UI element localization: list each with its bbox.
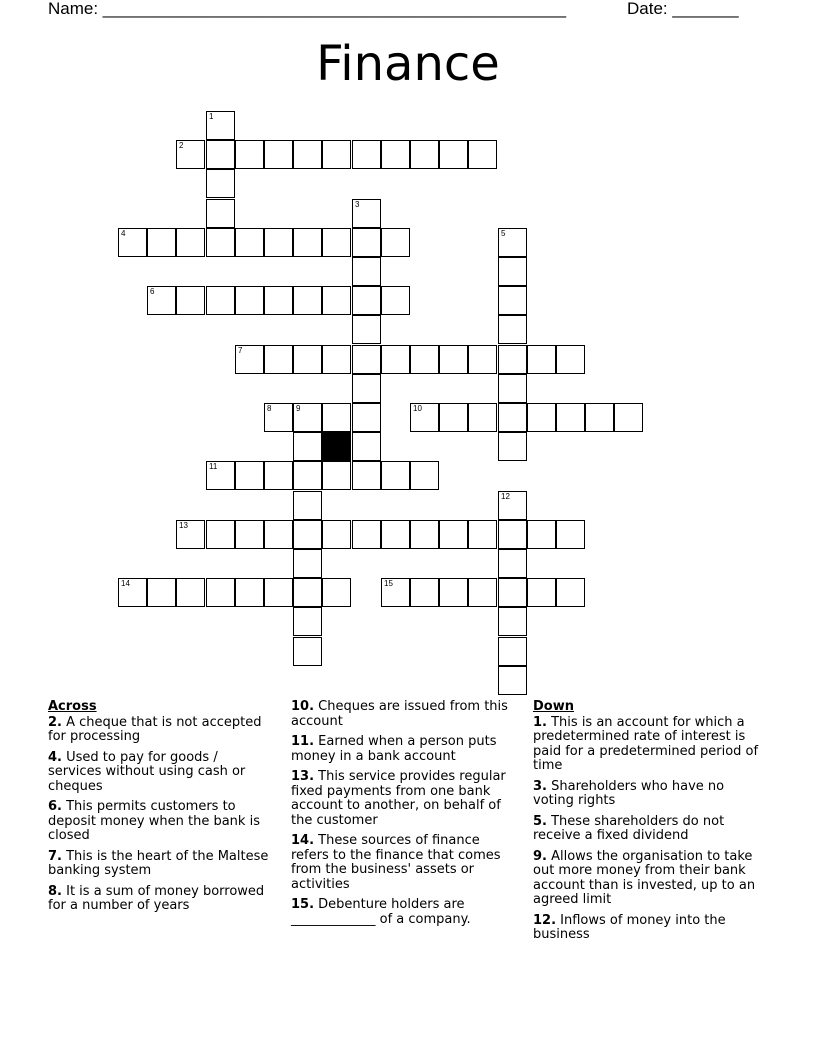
crossword-cell[interactable] [293, 286, 322, 315]
clue-number: 7 [238, 346, 243, 355]
clue-text: Debenture holders are _____________ of a company. [291, 897, 471, 927]
crossword-cell[interactable] [498, 315, 527, 344]
crossword-cell[interactable] [206, 169, 235, 198]
crossword-cell[interactable] [498, 520, 527, 549]
crossword-cell[interactable] [352, 432, 381, 461]
clue-text: This is the heart of the Maltese banking system [48, 848, 269, 878]
crossword-cell[interactable] [264, 461, 293, 490]
crossword-cell[interactable] [498, 286, 527, 315]
crossword-cell[interactable] [468, 140, 497, 169]
clue-number: 3 [355, 200, 360, 209]
crossword-cell[interactable] [527, 403, 556, 432]
crossword-cell[interactable] [498, 666, 527, 695]
crossword-cell[interactable] [293, 520, 322, 549]
clue-number: 3. [533, 778, 547, 794]
crossword-cell[interactable] [352, 228, 381, 257]
crossword-cell[interactable] [322, 140, 351, 169]
crossword-cell[interactable] [498, 228, 527, 257]
clue-number: 2. [48, 714, 62, 730]
crossword-cell[interactable] [439, 345, 468, 374]
crossword-cell[interactable] [293, 637, 322, 666]
crossword-cell[interactable] [235, 286, 264, 315]
clue-text: Shareholders who have no voting rights [533, 778, 725, 808]
crossword-cell[interactable] [264, 228, 293, 257]
crossword-cell[interactable] [235, 140, 264, 169]
clue-number: 13. [291, 769, 315, 784]
black-cell [322, 432, 351, 461]
clue-number: 12. [533, 912, 557, 928]
crossword-cell[interactable] [293, 345, 322, 374]
crossword-cell[interactable] [498, 432, 527, 461]
across-clue [48, 885, 273, 914]
crossword-cell[interactable] [206, 228, 235, 257]
crossword-cell[interactable] [176, 140, 205, 169]
across-clues-continued [291, 700, 519, 933]
across-heading: Across [48, 699, 97, 714]
crossword-cell[interactable] [352, 520, 381, 549]
page-title: Finance [316, 36, 500, 92]
crossword-cell[interactable] [439, 520, 468, 549]
crossword-cell[interactable] [556, 520, 585, 549]
clue-number: 10 [413, 404, 422, 413]
crossword-cell[interactable] [176, 228, 205, 257]
crossword-cell[interactable] [235, 461, 264, 490]
crossword-cell[interactable] [264, 520, 293, 549]
clue-text: These sources of finance refers to the finance that comes from the business' assets or activities [291, 833, 501, 892]
crossword-cell[interactable] [381, 345, 410, 374]
crossword-cell[interactable] [498, 607, 527, 636]
crossword-cell[interactable] [264, 140, 293, 169]
clue-number: 5 [501, 229, 506, 238]
crossword-cell[interactable] [322, 520, 351, 549]
crossword-cell[interactable] [293, 140, 322, 169]
clue-number: 5. [533, 813, 547, 829]
crossword-cell[interactable] [352, 315, 381, 344]
across-clue [48, 751, 273, 795]
crossword-cell[interactable] [118, 228, 147, 257]
down-clues-column [533, 700, 765, 949]
clue-number: 6 [150, 287, 155, 296]
crossword-cell[interactable] [556, 345, 585, 374]
crossword-cell[interactable] [381, 461, 410, 490]
crossword-cell[interactable] [206, 461, 235, 490]
down-clue [533, 815, 765, 844]
clue-number: 12 [501, 492, 510, 501]
crossword-cell[interactable] [352, 403, 381, 432]
clue-number: 4. [48, 749, 62, 765]
clue-number: 11 [209, 462, 218, 471]
crossword-cell[interactable] [410, 520, 439, 549]
crossword-cell[interactable] [468, 345, 497, 374]
crossword-cell[interactable] [352, 140, 381, 169]
crossword-cell[interactable] [235, 228, 264, 257]
clue-number: 8. [48, 883, 62, 899]
crossword-cell[interactable] [322, 578, 351, 607]
crossword-cell[interactable] [293, 461, 322, 490]
clue-number: 14. [291, 833, 315, 848]
clue-number: 9. [533, 848, 547, 864]
crossword-cell[interactable] [410, 140, 439, 169]
crossword-cell[interactable] [322, 228, 351, 257]
crossword-cell[interactable] [498, 257, 527, 286]
crossword-cell[interactable] [322, 461, 351, 490]
crossword-cell[interactable] [527, 345, 556, 374]
down-clue [533, 850, 765, 908]
crossword-cell[interactable] [147, 578, 176, 607]
crossword-cell[interactable] [147, 228, 176, 257]
across-clues-column [48, 700, 273, 920]
crossword-cell[interactable] [439, 140, 468, 169]
across-clue [48, 716, 273, 745]
crossword-cell[interactable] [235, 520, 264, 549]
crossword-cell[interactable] [381, 228, 410, 257]
crossword-cell[interactable] [410, 578, 439, 607]
clue-number: 8 [267, 404, 272, 413]
crossword-cell[interactable] [264, 286, 293, 315]
clue-text: It is a sum of money borrowed for a number of years [48, 883, 265, 913]
crossword-cell[interactable] [468, 520, 497, 549]
crossword-cell[interactable] [498, 345, 527, 374]
crossword-cell[interactable] [498, 578, 527, 607]
crossword-cell[interactable] [206, 520, 235, 549]
crossword-cell[interactable] [498, 637, 527, 666]
crossword-cell[interactable] [527, 578, 556, 607]
crossword-cell[interactable] [556, 578, 585, 607]
crossword-cell[interactable] [410, 461, 439, 490]
crossword-cell[interactable] [439, 578, 468, 607]
crossword-cell[interactable] [206, 140, 235, 169]
crossword-cell[interactable] [381, 578, 410, 607]
crossword-cell[interactable] [527, 520, 556, 549]
crossword-cell[interactable] [206, 199, 235, 228]
clue-number: 2 [179, 141, 184, 150]
clue-number: 14 [121, 579, 130, 588]
across-clue [291, 770, 519, 828]
crossword-cell[interactable] [293, 491, 322, 520]
clue-number: 7. [48, 848, 62, 864]
crossword-cell[interactable] [352, 286, 381, 315]
clue-text: Cheques are issued from this account [291, 699, 508, 729]
crossword-cell[interactable] [176, 578, 205, 607]
down-clue-list [533, 716, 765, 943]
crossword-cell[interactable] [206, 286, 235, 315]
crossword-cell[interactable] [381, 286, 410, 315]
clue-number: 10. [291, 699, 315, 714]
crossword-cell[interactable] [293, 228, 322, 257]
across-clue [48, 800, 273, 844]
across-clue [291, 700, 519, 729]
crossword-cell[interactable] [293, 403, 322, 432]
crossword-cell[interactable] [293, 578, 322, 607]
clue-text: This service provides regular fixed payments from one bank account to another, on behalf of the customer [291, 769, 506, 828]
crossword-cell[interactable] [147, 286, 176, 315]
crossword-cell[interactable] [352, 374, 381, 403]
clue-number: 13 [179, 521, 188, 530]
crossword-cell[interactable] [410, 403, 439, 432]
clue-text: Earned when a person puts money in a bank account [291, 734, 497, 764]
crossword-cell[interactable] [498, 403, 527, 432]
crossword-cell[interactable] [352, 199, 381, 228]
clue-number: 6. [48, 799, 62, 814]
clue-text: Inflows of money into the business [533, 912, 726, 942]
crossword-cell[interactable] [176, 520, 205, 549]
crossword-cell[interactable] [206, 111, 235, 140]
clue-number: 15 [384, 579, 393, 588]
clue-text: A cheque that is not accepted for processing [48, 714, 262, 744]
clue-text: This is an account for which a predetermined rate of interest is paid for a predetermined period of time [533, 714, 759, 773]
clue-number: 1. [533, 714, 547, 730]
down-clue [533, 716, 765, 774]
crossword-cell[interactable] [468, 403, 497, 432]
clue-text: Used to pay for goods / services without using cash or cheques [48, 749, 246, 794]
crossword-cell[interactable] [264, 578, 293, 607]
down-heading: Down [533, 699, 574, 714]
crossword-cell[interactable] [352, 257, 381, 286]
name-field-label: Name: _________________________________________________ [48, 0, 567, 18]
down-clue [533, 780, 765, 809]
down-clue [533, 914, 765, 943]
crossword-cell[interactable] [322, 403, 351, 432]
clue-text: This permits customers to deposit money when the bank is closed [48, 799, 260, 843]
crossword-cell[interactable] [322, 286, 351, 315]
clue-text: These shareholders do not receive a fixed dividend [533, 813, 725, 843]
crossword-cell[interactable] [264, 403, 293, 432]
crossword-cell[interactable] [556, 403, 585, 432]
crossword-cell[interactable] [410, 345, 439, 374]
crossword-cell[interactable] [352, 345, 381, 374]
clue-number: 11. [291, 734, 315, 749]
crossword-cell[interactable] [468, 578, 497, 607]
crossword-cell[interactable] [206, 578, 235, 607]
clue-number: 15. [291, 897, 315, 912]
crossword-cell[interactable] [264, 345, 293, 374]
crossword-cell[interactable] [293, 432, 322, 461]
crossword-cell[interactable] [118, 578, 147, 607]
across-clue [291, 898, 519, 927]
crossword-cell[interactable] [381, 140, 410, 169]
date-field-label: Date: _______ [627, 0, 739, 18]
crossword-cell[interactable] [381, 520, 410, 549]
across-clue [291, 735, 519, 764]
crossword-cell[interactable] [322, 345, 351, 374]
crossword-cell[interactable] [235, 345, 264, 374]
across-clue-list-continued [291, 700, 519, 927]
crossword-cell[interactable] [498, 374, 527, 403]
crossword-cell[interactable] [498, 491, 527, 520]
crossword-cell[interactable] [439, 403, 468, 432]
crossword-cell[interactable] [235, 578, 264, 607]
crossword-cell[interactable] [352, 461, 381, 490]
across-clue-list [48, 716, 273, 914]
crossword-cell[interactable] [614, 403, 643, 432]
across-clue [48, 850, 273, 879]
crossword-cell[interactable] [585, 403, 614, 432]
clue-number: 9 [296, 404, 301, 413]
crossword-cell[interactable] [293, 549, 322, 578]
crossword-cell[interactable] [176, 286, 205, 315]
across-clue [291, 834, 519, 892]
clue-number: 1 [209, 112, 214, 121]
crossword-cell[interactable] [293, 607, 322, 636]
clue-number: 4 [121, 229, 126, 238]
crossword-cell[interactable] [498, 549, 527, 578]
clue-text: Allows the organisation to take out more money from their bank account than is invested, up to an agreed limit [533, 848, 756, 907]
